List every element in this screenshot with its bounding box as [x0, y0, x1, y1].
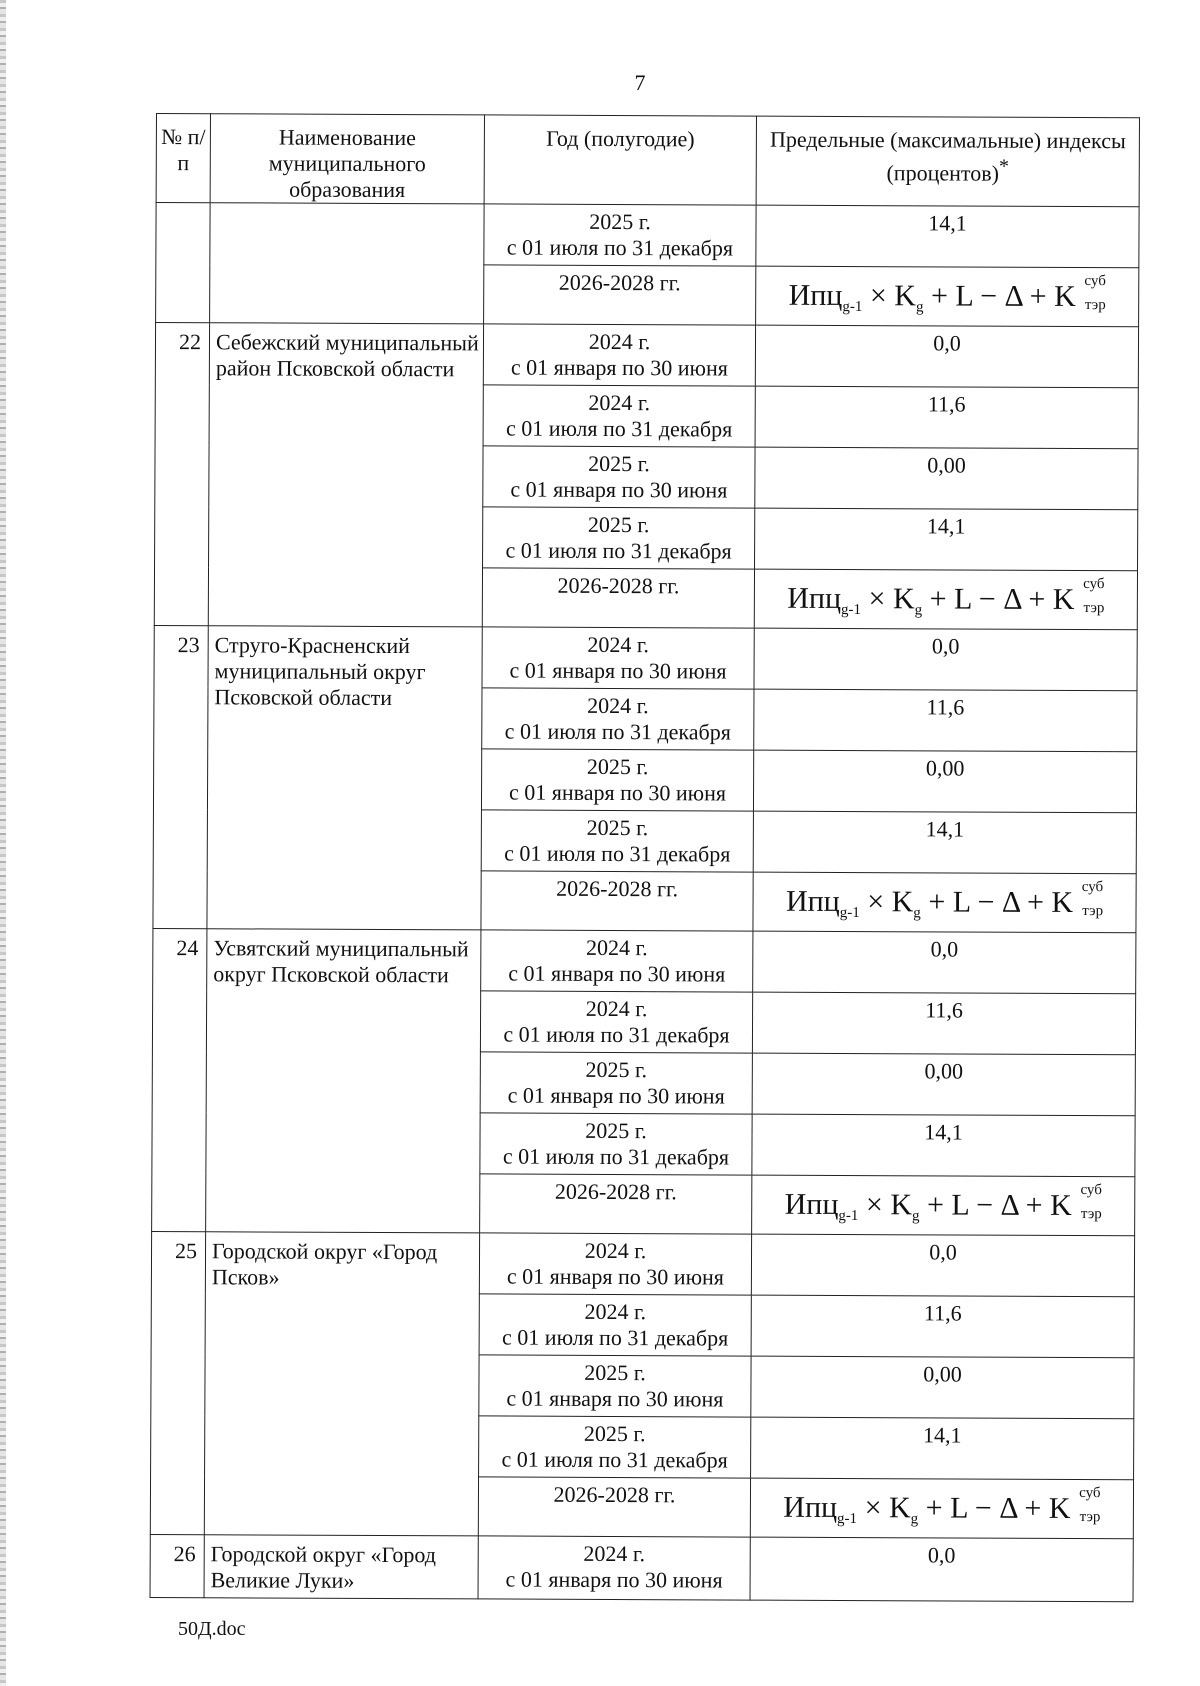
- index-value-cell: 14,1: [755, 508, 1138, 571]
- formula-part: тэр: [1082, 903, 1104, 920]
- name-cell: Себежский муниципальный район Псковской области: [208, 323, 483, 627]
- table-row: [151, 1231, 1134, 1296]
- year-cell: [481, 749, 753, 811]
- formula-part: K: [891, 885, 914, 919]
- year-line1: 2024 г.: [588, 389, 651, 416]
- formula-part: суб: [1080, 1182, 1102, 1199]
- formula-part: Ипц: [783, 1490, 838, 1524]
- formula-part: + L − Δ +: [919, 1188, 1051, 1222]
- formula-part: суб: [1083, 576, 1105, 593]
- table-row: [150, 1534, 1133, 1601]
- index-value-cell: 14,1: [752, 1114, 1135, 1177]
- num-cell: 22: [154, 323, 209, 626]
- header-index-text: Предельные (максимальные) индексы (процентов): [769, 126, 1126, 186]
- table-row: [154, 625, 1137, 690]
- index-formula-cell: [752, 1175, 1135, 1236]
- year-line1: 2025 г.: [587, 511, 650, 538]
- formula: [786, 877, 1103, 929]
- table-wrap: [150, 113, 1140, 1602]
- formula-part: K: [894, 279, 917, 313]
- formula-part: K: [1048, 1491, 1071, 1526]
- year-cell: [480, 1113, 752, 1175]
- table-row: [156, 203, 1139, 268]
- formula: [783, 1483, 1100, 1535]
- formula-part: K: [890, 1188, 913, 1222]
- num-cell: [156, 203, 211, 323]
- year-line2: с 01 января по 30 июня: [506, 1385, 724, 1412]
- formula-part: тэр: [1084, 297, 1106, 314]
- index-value-cell: 0,0: [751, 1234, 1134, 1297]
- formula-part: + L − Δ +: [922, 582, 1053, 616]
- name-cell: Усвятский муниципальный округ Псковской области: [206, 929, 481, 1233]
- formula-part: тэр: [1080, 1206, 1102, 1223]
- year-cell: [479, 1416, 751, 1478]
- year-line2: с 01 января по 30 июня: [510, 476, 728, 503]
- year-line2: с 01 июля по 31 декабря: [501, 1446, 728, 1473]
- year-cell: [482, 627, 754, 689]
- formula-part: суб: [1084, 273, 1106, 290]
- table-row: [153, 928, 1136, 993]
- num-cell: 25: [150, 1231, 205, 1534]
- year-line1: 2025 г.: [586, 753, 649, 780]
- year-cell: [481, 871, 753, 931]
- year-line2: с 01 января по 30 июня: [505, 1566, 723, 1593]
- year-line2: с 01 июля по 31 декабря: [503, 1021, 730, 1048]
- formula: [789, 271, 1106, 323]
- formula-part: K: [1050, 1188, 1072, 1223]
- year-line2: с 01 января по 30 июня: [509, 657, 727, 684]
- year-line1: 2024 г.: [586, 934, 648, 961]
- year-line1: 2024 г.: [584, 1237, 647, 1264]
- index-value-cell: 0,00: [755, 447, 1138, 510]
- year-cell: [483, 385, 755, 447]
- year-line1: 2026-2028 гг.: [557, 572, 680, 599]
- index-value-cell: 0,0: [754, 628, 1137, 691]
- formula-part: ×: [857, 1491, 890, 1525]
- year-line2: с 01 июля по 31 декабря: [504, 840, 731, 867]
- index-value-cell: 0,0: [755, 325, 1138, 388]
- header-year: Год (полугодие): [484, 115, 756, 205]
- year-line2: с 01 июля по 31 декабря: [502, 1143, 730, 1170]
- formula-part: Ипц: [784, 1187, 839, 1221]
- num-cell: 24: [152, 928, 207, 1231]
- year-cell: [480, 991, 752, 1053]
- formula-part: суб: [1079, 1485, 1101, 1502]
- year-line2: с 01 июля по 31 декабря: [502, 1324, 729, 1351]
- name-cell: Городской округ «Город Псков»: [204, 1232, 479, 1536]
- formula: [787, 574, 1104, 626]
- year-line2: с 01 июля по 31 декабря: [504, 718, 731, 745]
- formula-part: тэр: [1083, 600, 1105, 617]
- name-cell: [210, 203, 485, 324]
- num-cell: 23: [153, 625, 208, 928]
- formula-part: g-1: [837, 1510, 858, 1528]
- year-line2: с 01 января по 30 июня: [510, 354, 728, 381]
- year-cell: [480, 1174, 752, 1234]
- formula-part: g-1: [842, 298, 863, 316]
- formula-part: K: [1051, 885, 1074, 920]
- year-line1: 2025 г.: [585, 1056, 648, 1083]
- formula-part: K: [888, 1491, 911, 1525]
- formula-part: Ипц: [785, 884, 840, 918]
- index-value-cell: 0,0: [753, 931, 1136, 994]
- year-cell: [478, 1536, 750, 1600]
- year-cell: [484, 204, 756, 266]
- index-value-cell: 0,00: [753, 750, 1136, 813]
- header-num: № п/п: [156, 114, 210, 203]
- scan-edge: [0, 0, 6, 1686]
- index-value-cell: 11,6: [752, 992, 1135, 1055]
- year-line1: 2025 г.: [583, 1420, 646, 1447]
- index-value-cell: 11,6: [754, 689, 1137, 752]
- formula-part: g-1: [839, 904, 860, 922]
- year-cell: [482, 568, 754, 628]
- header-asterisk: *: [998, 155, 1010, 178]
- year-line1: 2024 г.: [587, 692, 649, 719]
- formula-part: g: [915, 299, 924, 316]
- year-line1: 2026-2028 гг.: [553, 1481, 676, 1508]
- formula-part: g-1: [841, 601, 862, 619]
- index-value-cell: 0,00: [752, 1053, 1135, 1116]
- name-cell: Городской округ «Город Великие Луки»: [204, 1535, 478, 1599]
- formula-part: Ипц: [787, 581, 842, 615]
- table-body: [150, 203, 1139, 1602]
- formula-part: K: [1052, 582, 1075, 617]
- formula-part: тэр: [1079, 1509, 1101, 1526]
- year-line2: с 01 июля по 31 декабря: [505, 537, 732, 564]
- year-line2: с 01 января по 30 июня: [508, 960, 726, 987]
- year-line1: 2026-2028 гг.: [558, 269, 681, 296]
- formula-part: K: [1054, 279, 1076, 314]
- index-formula-cell: [754, 569, 1137, 630]
- index-value-cell: 14,1: [751, 1417, 1134, 1480]
- formula-part: Ипц: [788, 278, 843, 312]
- year-line1: 2025 г.: [584, 1359, 646, 1386]
- formula-part: g: [911, 1208, 920, 1225]
- year-line1: 2024 г.: [584, 1298, 647, 1325]
- formula-part: + L − Δ +: [920, 885, 1052, 919]
- index-formula-cell: [756, 266, 1139, 327]
- index-value-cell: 0,0: [750, 1537, 1133, 1602]
- year-cell: [484, 265, 756, 325]
- year-line1: 2026-2028 гг.: [554, 1178, 677, 1205]
- year-cell: [479, 1355, 751, 1417]
- year-cell: [482, 688, 754, 750]
- year-line1: 2024 г.: [583, 1540, 646, 1567]
- index-value-cell: 0,00: [751, 1356, 1134, 1419]
- index-formula-cell: [750, 1478, 1133, 1539]
- formula-part: ×: [859, 885, 892, 919]
- year-cell: [481, 930, 753, 992]
- formula-part: ×: [858, 1188, 891, 1222]
- index-value-cell: 11,6: [755, 386, 1138, 449]
- year-line2: с 01 января по 30 июня: [508, 779, 727, 806]
- index-value-cell: 14,1: [753, 811, 1136, 874]
- formula-part: g: [910, 1511, 919, 1528]
- formula-part: суб: [1081, 879, 1104, 896]
- header-index: [756, 116, 1139, 207]
- name-cell: Струго-Красненский муниципальный округ Псковской области: [207, 626, 482, 930]
- formula-part: g: [913, 905, 921, 922]
- year-line1: 2025 г.: [588, 450, 650, 477]
- index-value-cell: 14,1: [756, 205, 1139, 268]
- num-cell: 26: [150, 1534, 204, 1597]
- year-cell: [483, 446, 755, 508]
- year-cell: [481, 810, 753, 872]
- formula-part: g: [914, 602, 923, 619]
- header-name: Наименование муниципального образования: [210, 114, 484, 204]
- year-cell: [479, 1233, 751, 1295]
- year-line1: 2026-2028 гг.: [556, 875, 679, 902]
- year-line1: 2024 г.: [588, 328, 651, 355]
- year-line1: 2025 г.: [586, 814, 649, 841]
- formula-part: g-1: [838, 1207, 859, 1225]
- indices-table: [150, 113, 1140, 1602]
- year-line2: с 01 июля по 31 декабря: [506, 234, 734, 261]
- year-line1: 2025 г.: [585, 1117, 647, 1144]
- year-line1: 2025 г.: [589, 208, 651, 235]
- year-line1: 2024 г.: [587, 631, 650, 658]
- year-cell: [483, 507, 755, 569]
- table-row: [155, 323, 1138, 388]
- year-cell: [479, 1294, 751, 1356]
- header-row: [156, 114, 1139, 207]
- year-line2: с 01 января по 30 июня: [507, 1082, 725, 1109]
- year-line2: с 01 июля по 31 декабря: [505, 415, 733, 442]
- index-formula-cell: [753, 872, 1136, 933]
- formula-part: + L − Δ +: [923, 279, 1055, 313]
- footer-filename: 50Д.doc: [178, 1618, 246, 1640]
- formula: [785, 1180, 1102, 1232]
- formula-part: ×: [861, 582, 894, 616]
- index-value-cell: 11,6: [751, 1295, 1134, 1358]
- year-line2: с 01 января по 30 июня: [506, 1263, 724, 1290]
- formula-part: K: [892, 582, 915, 616]
- year-cell: [480, 1052, 752, 1114]
- formula-part: ×: [862, 279, 895, 313]
- year-cell: [483, 324, 755, 386]
- year-cell: [478, 1477, 750, 1537]
- page-number: 7: [634, 70, 646, 95]
- year-line1: 2024 г.: [585, 995, 648, 1022]
- formula-part: + L − Δ +: [918, 1491, 1049, 1525]
